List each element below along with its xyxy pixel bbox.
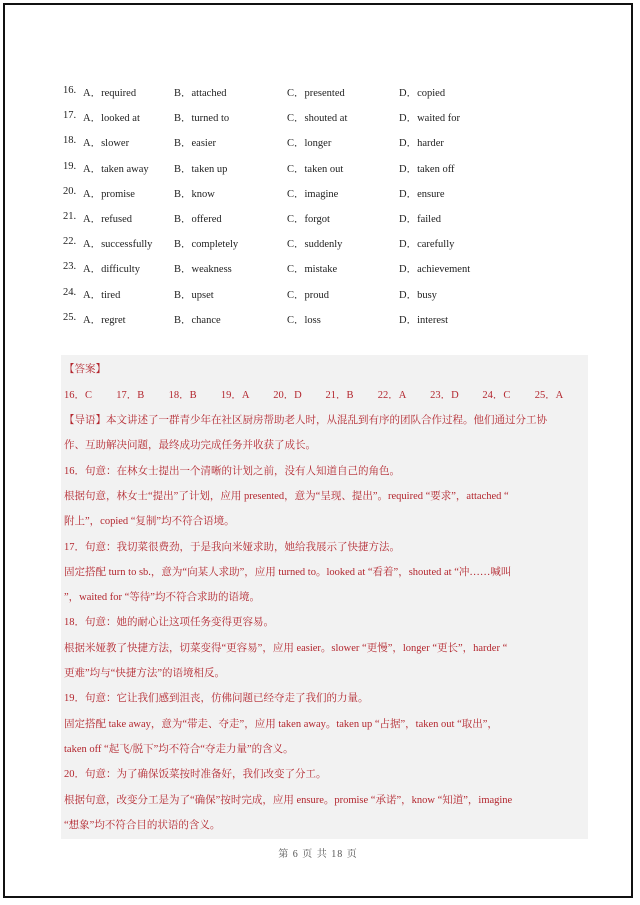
answer-key: 18．B [168,390,197,401]
option-c: C．proud [287,289,329,301]
explanation-line: 【导语】本文讲述了一群青少年在社区厨房帮助老人时，从混乱到有序的团队合作过程。他们通过分工协 [64,415,547,426]
explanation-line: ”，waited for “等待”均不符合求助的语境。 [64,592,260,604]
option-a: A．looked at [83,113,140,125]
option-a: A．promise [83,188,135,200]
option-b: B．upset [174,289,214,301]
option-c: C．presented [287,88,345,99]
option-d: D．harder [399,138,444,150]
option-b: B．taken up [174,163,228,175]
option-b: B．turned to [174,113,230,125]
question-number: 16. [63,85,77,96]
answer-heading: 【答案】 [64,364,106,375]
option-c: C．shouted at [287,113,348,125]
answer-key: 21．B [325,390,354,401]
explanation-line: 根据句意，改变分工是为了“确保”按时完成，应用 ensure。promise “承诺”，know “知道”，imagine [64,794,513,806]
question-number: 25. [63,311,77,323]
option-c: C．longer [287,138,332,150]
explanation-line: 附上”，copied “复制”均不符合语境。 [64,516,235,528]
question-number: 19. [63,160,77,172]
option-d: D．achievement [399,264,471,276]
explanation-line: 固定搭配 turn to sb.，意为“向某人求助”，应用 turned to。looked at “看着”，shouted at “冲……喊叫 [64,566,512,578]
option-a: A．required [83,88,137,99]
question-number: 21. [63,211,77,222]
explanation-line: 固定搭配 take away，意为“带走、夺走”，应用 taken away。taken up “占据”，taken out “取出”， [64,718,498,730]
answer-key: 20．D [273,390,302,401]
option-b: B．offered [174,214,222,225]
option-a: A．successfully [83,239,153,251]
option-b: B．weakness [174,264,232,276]
option-b: B．know [174,188,215,200]
explanation-line: 16．句意：在林女士提出一个清晰的计划之前，没有人知道自己的角色。 [64,465,400,477]
option-a: A．tired [83,289,121,301]
option-d: D．waited for [399,113,460,125]
option-d: D．busy [399,289,437,301]
answer-key: 25．A [534,390,564,401]
explanation-line: 更难”均与“快捷方法”的语境相反。 [64,668,225,679]
explanation-line: taken off “起飞/脱下”均不符合“夺走力量”的含义。 [64,743,294,755]
answer-key: 19．A [220,390,250,401]
answer-key: 24．C [482,390,511,401]
explanation-line: 18．句意：她的耐心让这项任务变得更容易。 [64,617,274,629]
option-d: D．failed [399,214,441,225]
explanation-line: “想象”均不符合目的状语的含义。 [64,819,221,831]
option-b: B．completely [174,239,239,251]
answer-key: 23．D [430,390,459,401]
explanation-line: 根据句意，林女士“提出”了计划，应用 presented，意为“呈现、提出”。required “要求”，attached “ [64,490,509,502]
option-d: D．ensure [399,188,445,200]
option-d: D．copied [399,88,446,99]
option-a: A．taken away [83,163,149,175]
question-number: 23. [63,261,77,273]
answer-key: 17．B [116,390,145,401]
option-d: D．interest [399,314,448,326]
question-number: 24. [63,286,77,298]
explanation-line: 17．句意：我切菜很费劲，于是我向米娅求助，她给我展示了快捷方法。 [64,541,400,553]
option-b: B．easier [174,138,216,150]
option-a: A．refused [83,214,132,225]
option-a: A．difficulty [83,264,140,276]
answer-key: 16．C [64,390,93,401]
option-c: C．imagine [287,188,339,200]
question-number: 17. [63,110,77,122]
option-a: A．slower [83,138,130,150]
option-c: C．mistake [287,264,338,276]
explanation-line: 20．句意：为了确保饭菜按时准备好，我们改变了分工。 [64,769,327,781]
document-page [3,3,633,898]
explanation-line: 19．句意：它让我们感到沮丧，仿佛问题已经夺走了我们的力量。 [64,693,369,705]
explanation-line: 根据米娅教了快捷方法，切菜变得“更容易”，应用 easier。slower “更慢”，longer “更长”，harder “ [64,642,508,654]
option-b: B．chance [174,314,221,326]
answer-keys [64,387,584,405]
answer-key: 22．A [377,390,407,401]
option-d: D．taken off [399,163,455,175]
option-d: D．carefully [399,239,455,251]
option-c: C．forgot [287,214,330,225]
question-number: 18. [63,135,77,147]
question-number: 22. [63,236,77,248]
option-b: B．attached [174,88,227,99]
option-c: C．taken out [287,163,344,175]
option-c: C．loss [287,314,321,326]
option-a: A．regret [83,314,126,326]
page-footer: 第 6 页 共 18 页 [278,849,358,860]
answer-section [61,355,588,839]
option-c: C．suddenly [287,239,343,251]
question-number: 20. [63,185,77,197]
explanation-line: 作、互助解决问题，最终成功完成任务并收获了成长。 [64,440,316,452]
